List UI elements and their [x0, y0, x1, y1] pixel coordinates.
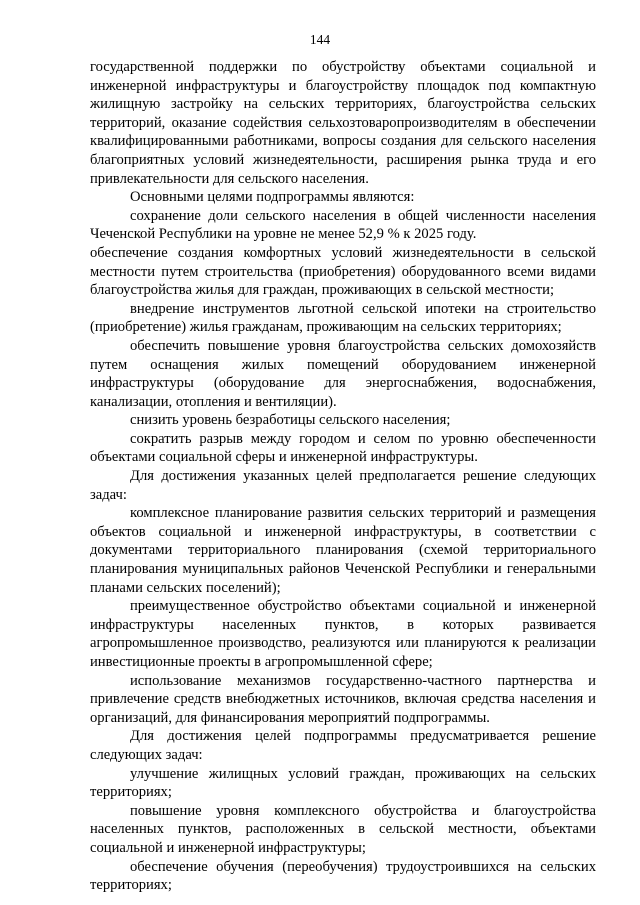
paragraph-task-public-private: использование механизмов государственно-частного партнерства и привлечение средств внебюджетных источников, включая средства населения и организаций, для финансирования мероприятий подпрограммы. — [90, 672, 596, 726]
paragraph-goal-rural-mortgage: внедрение инструментов льготной сельской ипотеки на строительство (приобретение) жилья гражданам, проживающим на сельских территориях; — [90, 300, 596, 336]
paragraph-task-priority-infrastructure: преимущественное обустройство объектами социальной и инженерной инфраструктуры населенных пунктов, в которых развивается агропромышленное производство, реализуются или планируются к реализации инвестиционные проекты в агропромышленной сфере; — [90, 598, 596, 670]
paragraph-tasks-heading-1: Для достижения указанных целей предполагается решение следующих задач: — [90, 468, 596, 503]
paragraph-task-training: обеспечение обучения (переобучения) трудоустроившихся на сельских территориях; — [90, 858, 596, 894]
page-number: 144 — [309, 32, 331, 47]
paragraph-task-housing: улучшение жилищных условий граждан, проживающих на сельских территориях; — [90, 765, 596, 801]
paragraph-goal-population-share: сохранение доли сельского населения в общей численности населения Чеченской Республики на уровне не менее 52,9 % к 2025 году. — [90, 207, 596, 243]
paragraph-state-support: государственной поддержки по обустройству объектами социальной и инженерной инфраструктуры и благоустройству площадок под компактную жилищную застройку на сельских территориях, благоустройства сельских территорий, оказание содействия сельхозтоваропроизводителям в обеспечении квалифицированными работниками, вопросы создания для сельского населения благоприятных условий жизнедеятельности, расширения рынка труда и его привлекательности для сельского населения. — [90, 59, 596, 187]
document-body — [90, 58, 596, 895]
paragraph-tasks-heading-2: Для достижения целей подпрограммы предусматривается решение следующих задач: — [90, 728, 596, 763]
paragraph-goal-comfortable-living: обеспечение создания комфортных условий жизнедеятельности в сельской местности путем строительства (приобретения) оборудованного всеми видами благоустройства жилья для граждан, проживающих в сельской местности; — [90, 244, 596, 299]
paragraph-task-planning: комплексное планирование развития сельских территорий и размещения объектов социальной и инженерной инфраструктуры, в соответствии с документами территориального планирования (схемой территориального планирования муниципальных районов Чеченской Республики и генеральными планами сельских поселений); — [90, 505, 596, 596]
paragraph-task-settlement-improvement: повышение уровня комплексного обустройства и благоустройства населенных пунктов, расположенных в сельской местности, объектами социальной и инженерной инфраструктуры; — [90, 802, 596, 856]
paragraph-goal-urban-rural-gap: сократить разрыв между городом и селом по уровню обеспеченности объектами социальной сферы и инженерной инфраструктуры. — [90, 430, 596, 466]
paragraph-goal-unemployment: снизить уровень безработицы сельского населения; — [130, 412, 451, 429]
paragraph-main-goals-heading: Основными целями подпрограммы являются: — [130, 189, 415, 206]
paragraph-goal-household-improvement: обеспечить повышение уровня благоустройства сельских домохозяйств путем оснащения жилых помещений оборудованием инженерной инфраструктуры (оборудование для энергоснабжения, водоснабжения, канализации, отопления и вентиляции). — [90, 337, 596, 410]
